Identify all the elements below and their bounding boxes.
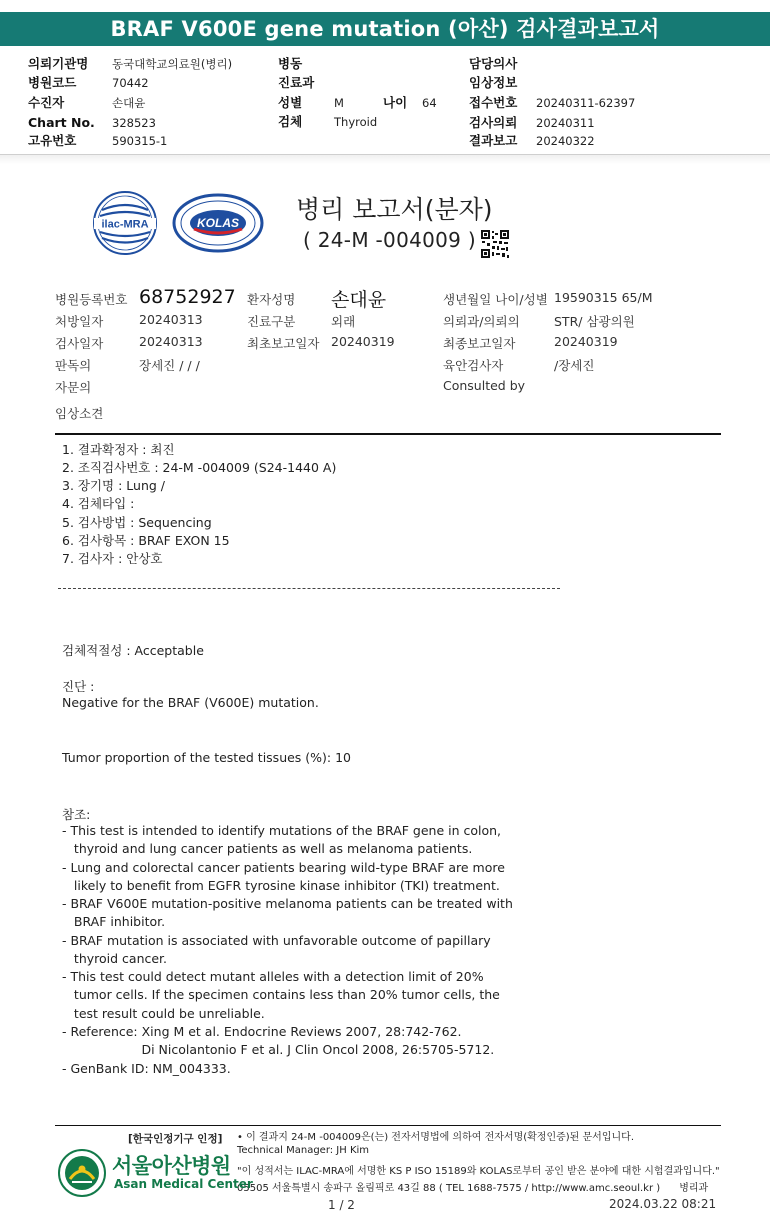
prescription-date-label: 처방일자 xyxy=(55,314,104,329)
section-divider xyxy=(55,433,721,435)
pathologist-label: 판독의 xyxy=(55,358,92,373)
final-report-value: 20240319 xyxy=(554,334,618,349)
visit-type-label: 진료구분 xyxy=(247,314,296,329)
reference-line: - Lung and colorectal cancer patients bearing wild-type BRAF are more xyxy=(62,860,505,875)
detail-line: 6. 검사항목 : BRAF EXON 15 xyxy=(62,533,230,548)
qr-code-icon xyxy=(480,229,510,259)
detail-line: 5. 검사방법 : Sequencing xyxy=(62,515,212,530)
specimen-value: Thyroid xyxy=(334,115,378,129)
hospital-code-label: 병원코드 xyxy=(28,75,77,90)
detail-line: 7. 검사자 : 안상호 xyxy=(62,551,163,566)
accreditation-badge: [한국인정기구 인정] xyxy=(128,1133,223,1145)
patient-value: 손대윤 xyxy=(112,96,146,110)
hospital-address: 05505 서울특별시 송파구 올림픽로 43길 88 ( TEL 1688-7575 / http://www.amc.seoul.kr ) 병리과 xyxy=(237,1183,709,1194)
reference-line: tumor cells. If the specimen contains less than 20% tumor cells, the xyxy=(62,987,500,1002)
receipt-no-label: 접수번호 xyxy=(469,95,518,110)
document-title: BRAF V600E gene mutation (아산) 검사결과보고서 xyxy=(0,12,770,46)
reference-line: - This test could detect mutant alleles with a detection limit of 20% xyxy=(62,969,484,984)
print-timestamp: 2024.03.22 08:21 xyxy=(609,1197,717,1211)
reference-line: - BRAF V600E mutation-positive melanoma patients can be treated with xyxy=(62,896,513,911)
report-number: ( 24-M -004009 ) xyxy=(303,228,476,252)
reference-label: 참조: xyxy=(62,807,91,822)
tumor-proportion: Tumor proportion of the tested tissues (%): 10 xyxy=(62,750,352,765)
reference-line: Di Nicolantonio F et al. J Clin Oncol 2008, 26:5705-5712. xyxy=(62,1042,495,1057)
chart-no-value: 328523 xyxy=(112,116,156,130)
gross-examiner-label: 육안검사자 xyxy=(443,358,504,373)
diagnosis-text: Negative for the BRAF (V600E) mutation. xyxy=(62,695,319,710)
result-date-label: 결과보고 xyxy=(469,133,518,148)
request-date-label: 검사의뢰 xyxy=(469,115,518,130)
accreditation-statement: "이 성적서는 ILAC-MRA에 서명한 KS P ISO 15189와 KOLAS로부터 공인 받은 분야에 대한 시험결과입니다." xyxy=(237,1166,720,1177)
request-date-value: 20240311 xyxy=(536,116,595,130)
reference-line: - GenBank ID: NM_004333. xyxy=(62,1061,231,1076)
kolas-logo-text: KOLAS xyxy=(197,216,239,230)
referring-dept-value: STR/ 삼광의원 xyxy=(554,314,635,329)
reg-no-label: 병원등록번호 xyxy=(55,292,128,307)
ilac-mra-logo xyxy=(92,190,158,256)
consultant-label: 자문의 xyxy=(55,380,92,395)
prescription-date-value: 20240313 xyxy=(139,312,203,327)
pathologist-value: 장세진 / / / xyxy=(139,358,200,373)
reference-line: thyroid and lung cancer patients as well as melanoma patients. xyxy=(62,841,473,856)
first-report-label: 최초보고일자 xyxy=(247,336,320,351)
header-divider xyxy=(0,154,770,164)
technical-manager: Technical Manager: JH Kim xyxy=(237,1145,370,1156)
kolas-logo xyxy=(172,193,264,253)
detail-line: 2. 조직검사번호 : 24-M -004009 (S24-1440 A) xyxy=(62,460,337,475)
exam-date-label: 검사일자 xyxy=(55,336,104,351)
reference-line: test result could be unreliable. xyxy=(62,1006,265,1021)
header-info xyxy=(0,0,770,160)
referring-dept-label: 의뢰과/의뢰의 xyxy=(443,314,520,329)
unique-id-label: 고유번호 xyxy=(28,133,77,148)
detail-line: 3. 장기명 : Lung / xyxy=(62,478,165,493)
ward-label: 병동 xyxy=(278,56,303,71)
unique-id-value: 590315-1 xyxy=(112,134,168,148)
reference-line: - BRAF mutation is associated with unfavorable outcome of papillary xyxy=(62,933,491,948)
final-report-label: 최종보고일자 xyxy=(443,336,516,351)
diagnosis-label: 진단 : xyxy=(62,679,95,694)
age-label: 나이 xyxy=(383,95,408,110)
result-date-value: 20240322 xyxy=(536,134,595,148)
reg-no-value: 68752927 xyxy=(139,286,236,308)
doctor-label: 담당의사 xyxy=(469,56,518,71)
age-value: 64 xyxy=(422,96,437,110)
hospital-code-value: 70442 xyxy=(112,76,149,90)
reference-line: - This test is intended to identify mutations of the BRAF gene in colon, xyxy=(62,823,502,838)
consulted-by-label: Consulted by xyxy=(443,378,526,393)
e-signature-note: • 이 결과지 24-M -004009은(는) 전자서명법에 의하여 전자서명(확정인증)된 문서입니다. xyxy=(237,1132,634,1143)
first-report-value: 20240319 xyxy=(331,334,395,349)
visit-type-value: 외래 xyxy=(331,314,356,329)
receipt-no-value: 20240311-62397 xyxy=(536,96,636,110)
footer-divider xyxy=(55,1125,721,1126)
clinical-findings-label: 임상소견 xyxy=(55,406,104,421)
gross-examiner-value: /장세진 xyxy=(554,358,595,373)
hospital-name-en: Asan Medical Center xyxy=(114,1177,253,1191)
birth-age-sex-label: 생년월일 나이/성별 xyxy=(443,292,548,307)
detail-line: 4. 검체타입 : xyxy=(62,496,135,511)
ilac-logo-text: ilac-MRA xyxy=(101,218,149,231)
chart-no-label: Chart No. xyxy=(28,115,95,130)
hospital-name-kr: 서울아산병원 xyxy=(112,1154,231,1178)
department-label: 진료과 xyxy=(278,75,315,90)
reference-line: likely to benefit from EGFR tyrosine kinase inhibitor (TKI) treatment. xyxy=(62,878,500,893)
specimen-label: 검체 xyxy=(278,114,303,129)
page-number: 1 / 2 xyxy=(328,1198,355,1212)
reference-line: BRAF inhibitor. xyxy=(62,914,166,929)
detail-line: 1. 결과확정자 : 최진 xyxy=(62,442,175,457)
patient-name-label: 환자성명 xyxy=(247,292,296,307)
birth-age-sex-value: 19590315 65/M xyxy=(554,290,653,305)
institution-label: 의뢰기관명 xyxy=(28,56,89,71)
asan-emblem-icon xyxy=(58,1149,106,1197)
dashed-divider xyxy=(58,588,560,589)
sex-value: M xyxy=(334,96,344,110)
reference-line: thyroid cancer. xyxy=(62,951,168,966)
patient-label: 수진자 xyxy=(28,95,65,110)
patient-name-value: 손대윤 xyxy=(331,289,387,311)
exam-date-value: 20240313 xyxy=(139,334,203,349)
institution-value: 동국대학교의료원(병리) xyxy=(112,57,233,71)
report-title: 병리 보고서(분자) xyxy=(296,195,493,224)
reference-line: - Reference: Xing M et al. Endocrine Reviews 2007, 28:742-762. xyxy=(62,1024,462,1039)
sex-label: 성별 xyxy=(278,95,303,110)
clinical-info-label: 임상정보 xyxy=(469,75,518,90)
specimen-adequacy: 검체적절성 : Acceptable xyxy=(62,643,204,658)
